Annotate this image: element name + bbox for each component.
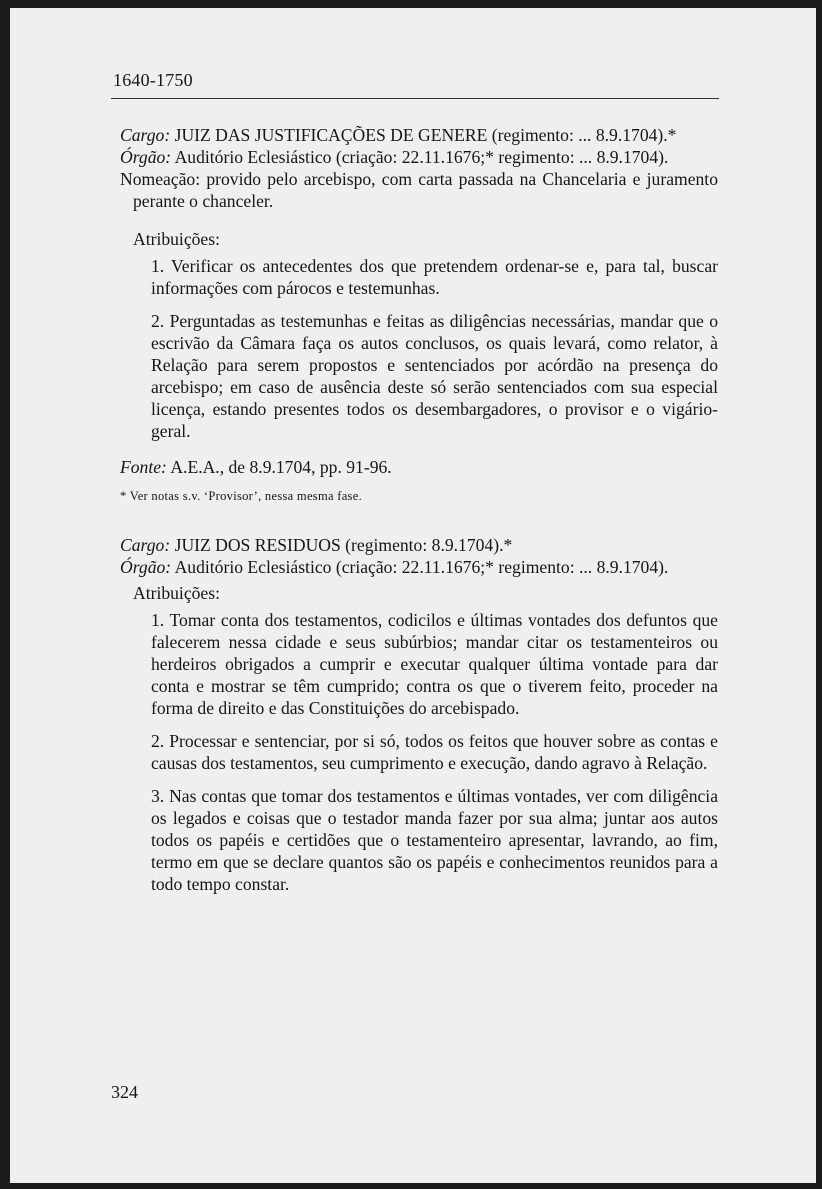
running-head: 1640-1750	[113, 70, 193, 90]
orgao-text: Auditório Eclesiástico (criação: 22.11.1676;* regimento: ... 8.9.1704).	[174, 557, 669, 577]
fonte-label: Fonte:	[120, 457, 167, 477]
list-item: 2. Perguntadas as testemunhas e feitas as diligências necessárias, mandar que o escrivão da Câmara faça os autos conclusos, os quais levará, como relator, à Relação para serem propostos e sentenciados por acórdão na presença do arcebispo; em caso de ausência deste só serão sentenciados com sua especial licença, estando presentes todos os desembargadores, o provisor e o vigário-geral.	[151, 311, 718, 441]
list-item: 2. Processar e sentenciar, por si só, todos os feitos que houver sobre as contas e causas dos testamentos, seu cumprimento e execução, dando agravo à Relação.	[151, 731, 718, 773]
orgao-text: Auditório Eclesiástico (criação: 22.11.1676;* regimento: ... 8.9.1704).	[174, 147, 669, 167]
list-item: 3. Nas contas que tomar dos testamentos e últimas vontades, ver com diligência os legados e coisas que o testador manda fazer por sua alma; juntar aos autos todos os papéis e certidões que o testamenteiro apresentar, lavrando, ao fim, termo em que se declare quantos são os papéis e conhecimentos reunidos para a todo tempo constar.	[151, 786, 718, 894]
cargo-line	[120, 124, 718, 146]
fonte-text: A.E.A., de 8.9.1704, pp. 91-96.	[170, 457, 392, 477]
atribuicoes-heading: Atribuições:	[133, 229, 220, 249]
list-item: 1. Verificar os antecedentes dos que pretendem ordenar-se e, para tal, buscar informações com párocos e testemunhas.	[151, 256, 718, 298]
orgao-label: Órgão:	[120, 147, 172, 167]
cargo-line	[120, 534, 718, 556]
cargo-label: Cargo:	[120, 125, 171, 145]
entry-juiz-residuos	[120, 534, 718, 895]
header-rule	[111, 98, 719, 99]
atribuicoes-heading: Atribuições:	[133, 583, 220, 603]
list-item: 1. Tomar conta dos testamentos, codicilos e últimas vontades dos defuntos que falecerem nessa cidade e seus subúrbios; mandar citar os testamenteiros ou herdeiros obrigados a cumprir e executar qualquer última vontade para dar conta e mostrar se têm cumprido; contra os que o tiverem feito, proceder na forma de direito e das Constituições do arcebispado.	[151, 610, 718, 718]
page-body	[120, 124, 718, 895]
cargo-label: Cargo:	[120, 535, 171, 555]
cargo-text: JUIZ DAS JUSTIFICAÇÕES DE GENERE (regimento: ... 8.9.1704).*	[174, 125, 677, 145]
fonte-line	[120, 456, 718, 478]
orgao-line	[120, 146, 718, 168]
orgao-label: Órgão:	[120, 557, 172, 577]
entry-juiz-justificacoes	[120, 124, 718, 504]
document-page	[10, 8, 816, 1183]
footnote: * Ver notas s.v. ‘Provisor’, nessa mesma fase.	[120, 489, 362, 503]
cargo-text: JUIZ DOS RESIDUOS (regimento: 8.9.1704).*	[174, 535, 513, 555]
orgao-line	[120, 556, 718, 578]
nomeacao-line: Nomeação: provido pelo arcebispo, com carta passada na Chancelaria e juramento perante o chanceler.	[120, 169, 718, 211]
page-number: 324	[111, 1082, 138, 1102]
